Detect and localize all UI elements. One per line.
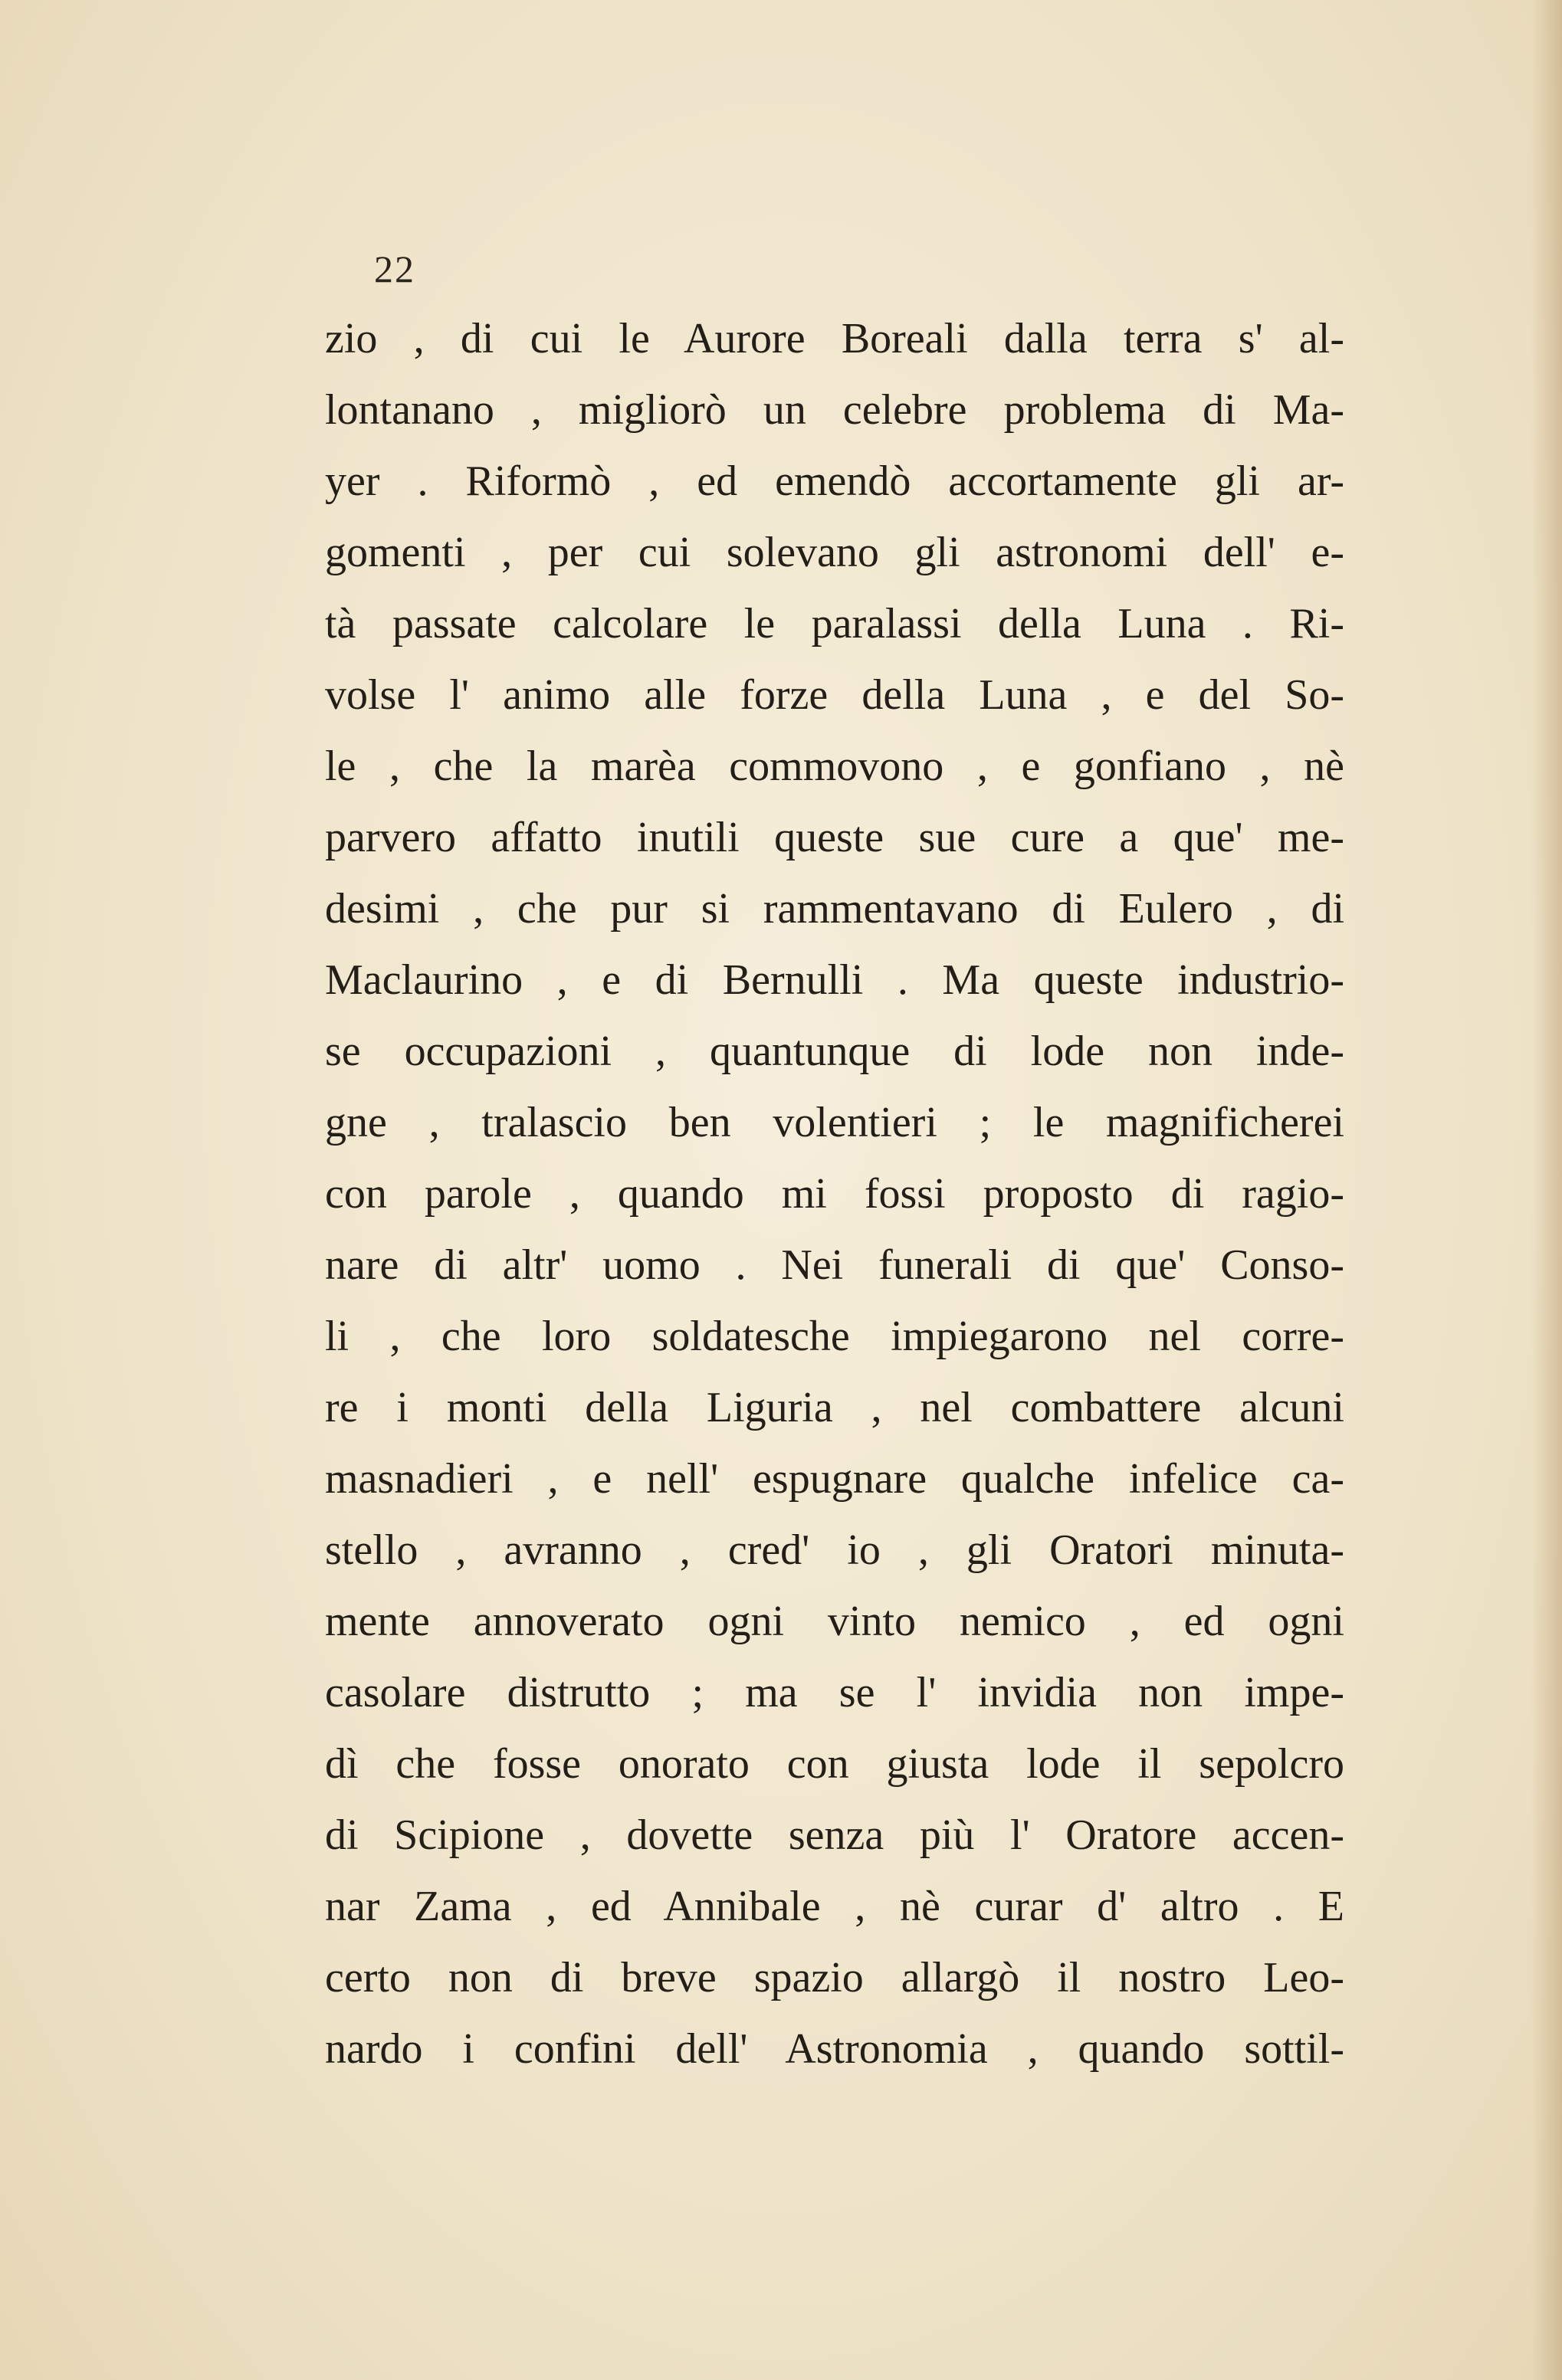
text-line: le , che la marèa commovono , e gonfiano , nè <box>325 743 1344 790</box>
text-line: Maclaurino , e di Bernulli . Ma queste industrio- <box>325 956 1344 1004</box>
text-line: con parole , quando mi fossi proposto di ragio- <box>325 1170 1344 1218</box>
text-line: gne , tralascio ben volentieri ; le magnificherei <box>325 1099 1344 1146</box>
text-line: li , che loro soldatesche impiegarono nel corre- <box>325 1313 1344 1360</box>
text-line: se occupazioni , quantunque di lode non inde- <box>325 1028 1344 1075</box>
text-line: nare di altr' uomo . Nei funerali di que' Conso- <box>325 1241 1344 1289</box>
text-line: nardo i confini dell' Astronomia , quando sottil- <box>325 2025 1344 2073</box>
text-line: stello , avranno , cred' io , gli Oratori minuta- <box>325 1526 1344 1574</box>
text-line: desimi , che pur si rammentavano di Eulero , di <box>325 885 1344 933</box>
text-line: gomenti , per cui solevano gli astronomi dell' e- <box>325 529 1344 576</box>
text-line: volse l' animo alle forze della Luna , e del So- <box>325 671 1344 719</box>
text-line: lontanano , migliorò un celebre problema di Ma- <box>325 386 1344 434</box>
page-number: 22 <box>374 248 415 290</box>
text-line: masnadieri , e nell' espugnare qualche infelice ca- <box>325 1455 1344 1503</box>
text-line: certo non di breve spazio allargò il nostro Leo- <box>325 1954 1344 2001</box>
text-line: tà passate calcolare le paralassi della Luna . Ri- <box>325 600 1344 647</box>
text-line: casolare distrutto ; ma se l' invidia non impe- <box>325 1669 1344 1716</box>
text-line: parvero affatto inutili queste sue cure a que' me- <box>325 814 1344 861</box>
text-line: nar Zama , ed Annibale , nè curar d' altro . E <box>325 1883 1344 1930</box>
body-text <box>325 303 1344 2085</box>
text-line: mente annoverato ogni vinto nemico , ed ogni <box>325 1598 1344 1645</box>
text-line: yer . Riformò , ed emendò accortamente gli ar- <box>325 457 1344 505</box>
text-line: re i monti della Liguria , nel combattere alcuni <box>325 1384 1344 1431</box>
text-line: zio , di cui le Aurore Boreali dalla terra s' al- <box>325 315 1344 362</box>
text-line: di Scipione , dovette senza più l' Oratore accen- <box>325 1811 1344 1859</box>
text-line: dì che fosse onorato con giusta lode il sepolcro <box>325 1740 1344 1788</box>
